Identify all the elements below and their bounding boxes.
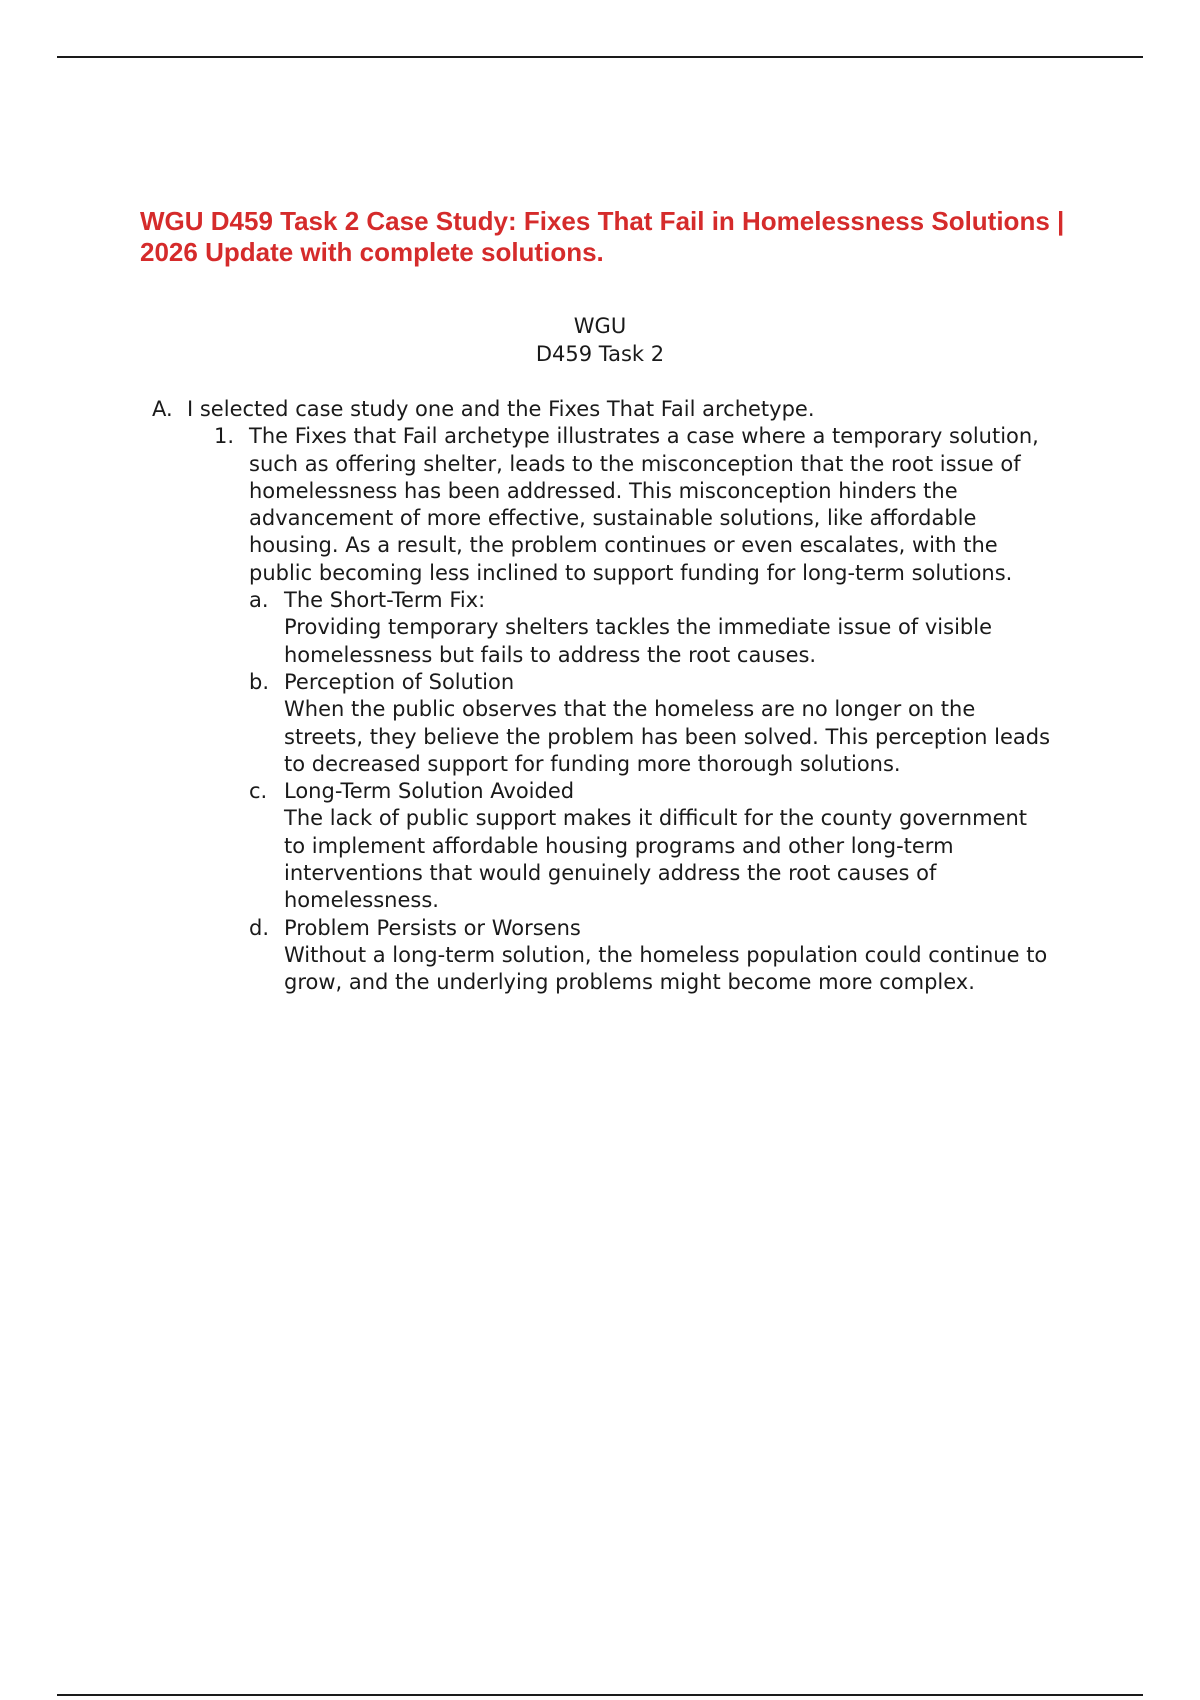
list-item-heading: Long-Term Solution Avoided xyxy=(284,779,575,804)
list-item-heading: The Short-Term Fix: xyxy=(284,588,486,613)
list-item-heading: Problem Persists or Worsens xyxy=(284,915,581,940)
section-a xyxy=(152,396,1052,997)
section-a-marker: A. xyxy=(152,397,173,421)
list-item-marker: d. xyxy=(249,915,270,940)
course-name: D459 Task 2 xyxy=(535,342,665,366)
list-item-marker: c. xyxy=(249,779,268,804)
list-item-short-term-fix xyxy=(249,587,1052,669)
bottom-rule xyxy=(57,1694,1143,1696)
section-a-text: I selected case study one and the Fixes That Fail archetype. xyxy=(187,397,815,421)
top-rule xyxy=(57,56,1143,58)
list-item-long-term-solution-avoided xyxy=(249,778,1052,914)
list-item-perception-of-solution xyxy=(249,669,1052,778)
document-title: WGU D459 Task 2 Case Study: Fixes That Fail in Homelessness Solutions | 2026 Update with complete solutions. xyxy=(140,206,1065,267)
list-item-body: Without a long-term solution, the homeless population could continue to grow, and the underlying problems might become more complex. xyxy=(284,942,1048,995)
point-1-items xyxy=(249,587,1052,996)
list-item-body: When the public observes that the homeless are no longer on the streets, they believe the problem has been solved. This perception leads to decreased support for funding more thorough solutions. xyxy=(284,697,1051,776)
list-item-problem-persists xyxy=(249,915,1052,997)
point-1 xyxy=(214,423,1052,996)
list-item-body: Providing temporary shelters tackles the immediate issue of visible homelessness but fails to address the root causes. xyxy=(284,615,993,667)
point-1-text: The Fixes that Fail archetype illustrates a case where a temporary solution, such as offering shelter, leads to the misconception that the root issue of homelessness has been addressed. This misconception hinders the advancement of more effective, sustainable solutions, like affordable housing. As a result, the problem continues or even escalates, with the public becoming less inclined to support funding for long-term solutions. xyxy=(249,424,1039,585)
point-1-marker: 1. xyxy=(214,424,235,449)
list-item-marker: b. xyxy=(249,669,270,694)
list-item-body: The lack of public support makes it difficult for the county government to implement affordable housing programs and other long-term interventions that would genuinely address the root causes of homelessness. xyxy=(284,806,1028,913)
list-item-marker: a. xyxy=(249,588,269,613)
school-name: WGU xyxy=(573,314,627,338)
list-item-heading: Perception of Solution xyxy=(284,669,515,694)
